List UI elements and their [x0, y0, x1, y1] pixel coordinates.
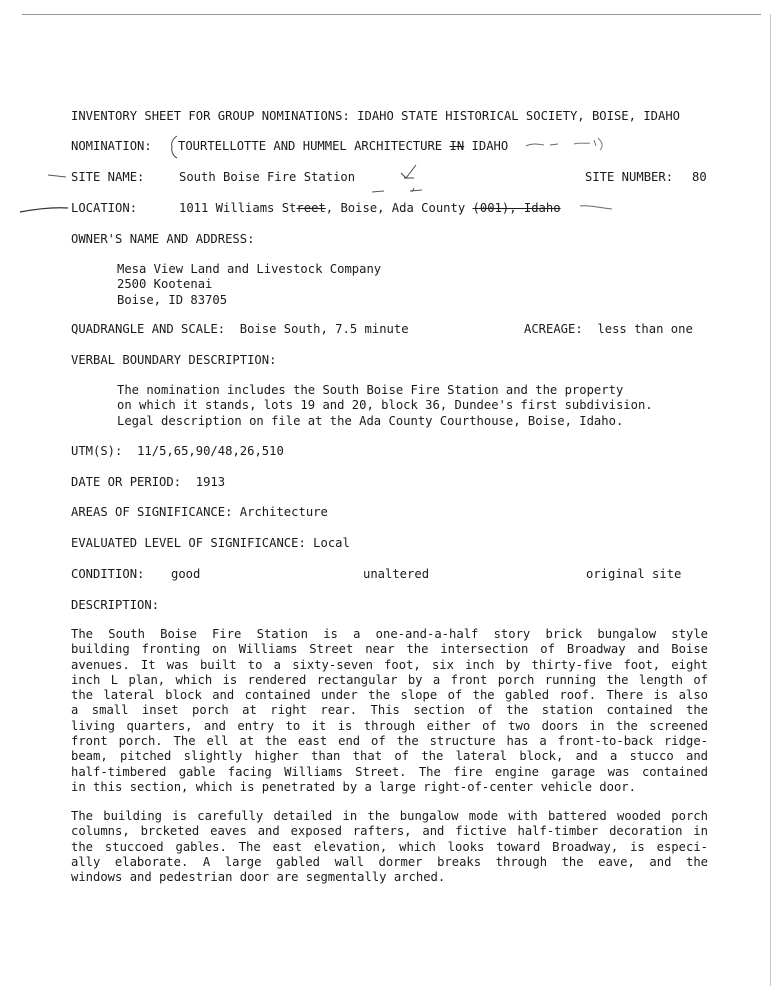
- description-line: beam, pitched slightly higher than that of the lateral block, and a stucco and: [71, 749, 708, 764]
- description-line: a small inset porch at right rear. This section of the station contained the: [71, 703, 708, 718]
- scan-border-top: [22, 14, 761, 15]
- boundary-line: on which it stands, lots 19 and 20, block 36, Dundee's first subdivision.: [117, 398, 653, 413]
- description-paragraph-2: [71, 809, 708, 885]
- owner-address: [117, 262, 381, 308]
- dash-mark-icon: [46, 170, 70, 182]
- condition-value-2: unaltered: [363, 567, 430, 581]
- owner-line: Mesa View Land and Livestock Company: [117, 262, 382, 276]
- nomination-struck-word: IN: [449, 139, 465, 153]
- utm-value: 11/5,65,90/48,26,510: [137, 444, 284, 458]
- date-row: [71, 475, 225, 490]
- site-name-value: South Boise Fire Station: [179, 170, 356, 184]
- nomination-value-row: [178, 139, 508, 154]
- date-label: DATE OR PERIOD:: [71, 475, 182, 489]
- description-line: the stuccoed gables. The east elevation, which looks toward Broadway, is especi-: [71, 839, 708, 854]
- description-line: in this section, which is penetrated by a large right-of-center vehicle door.: [71, 779, 636, 794]
- location-street: 1011 Williams St: [179, 201, 297, 215]
- description-line: windows and pedestrian door are segmentally arched.: [71, 870, 446, 885]
- description-line: The South Boise Fire Station is a one-and-a-half story brick bungalow style: [71, 627, 708, 641]
- level-row: [71, 536, 350, 551]
- owner-label: OWNER'S NAME AND ADDRESS:: [71, 232, 255, 246]
- boundary-line: The nomination includes the South Boise Fire Station and the property: [117, 383, 624, 397]
- owner-line: Boise, ID 83705: [117, 292, 228, 307]
- acreage-row: [524, 322, 693, 337]
- description-line: half-timbered gable facing Williams Street. The fire engine garage was contained: [71, 764, 708, 779]
- site-number-label: SITE NUMBER:: [585, 170, 674, 184]
- condition-label: CONDITION:: [71, 567, 145, 581]
- description-line: The building is carefully detailed in the bungalow mode with battered wooded porch: [71, 809, 708, 823]
- quadrangle-value: Boise South, 7.5 minute: [239, 322, 409, 336]
- description-line: inch L plan, which is rendered rectangular by a front porch running the length of: [71, 672, 708, 687]
- location-label: LOCATION:: [71, 201, 138, 215]
- nomination-value-end: IDAHO: [471, 139, 509, 153]
- utm-label: UTM(S):: [71, 444, 123, 458]
- dash-marks-icon: [370, 186, 440, 196]
- nomination-label: NOMINATION:: [71, 139, 152, 153]
- level-value: Local: [313, 536, 350, 550]
- sheet-header: INVENTORY SHEET FOR GROUP NOMINATIONS: IDAHO STATE HISTORICAL SOCIETY, BOISE, IDAHO: [71, 109, 681, 123]
- quadrangle-row: [71, 322, 409, 337]
- areas-label: AREAS OF SIGNIFICANCE:: [71, 505, 233, 519]
- nomination-row: [71, 139, 152, 154]
- boundary-line: Legal description on file at the Ada County Courthouse, Boise, Idaho.: [117, 413, 624, 428]
- location-struck-b: (001), Idaho: [472, 201, 561, 215]
- description-line: avenues. It was built to a sixty-seven foot, six inch by thirty-five foot, eight: [71, 657, 708, 672]
- description-paragraph-1: [71, 627, 708, 795]
- site-name-label: SITE NAME:: [71, 170, 145, 184]
- boundary-text: [117, 383, 653, 429]
- description-line: building fronting on Williams Street near the intersection of Broadway and Boise: [71, 642, 708, 657]
- description-line: front porch. The ell at the east end of the structure has a front-to-back ridge-: [71, 734, 708, 749]
- quadrangle-label: QUADRANGLE AND SCALE:: [71, 322, 226, 336]
- location-city: , Boise, Ada County: [325, 201, 473, 215]
- description-line: the lateral block and contained under the slope of the gabled roof. There is also: [71, 688, 708, 703]
- description-line: columns, brcketed eaves and exposed rafters, and fictive half-timber decoration in: [71, 824, 708, 839]
- owner-line: 2500 Kootenai: [117, 277, 213, 292]
- utm-row: [71, 444, 284, 459]
- location-value-row: [179, 201, 561, 216]
- arrow-mark-icon: [18, 200, 70, 216]
- location-struck-a: reet: [296, 201, 326, 215]
- boundary-label: VERBAL BOUNDARY DESCRIPTION:: [71, 353, 277, 367]
- description-line: living quarters, and entry to it is through either of two doors in the screened: [71, 718, 708, 733]
- check-mark-icon: [398, 162, 420, 182]
- description-line: ally elaborate. A large gabled wall dormer breaks through the eave, and the: [71, 854, 708, 869]
- handwritten-mark-icon: [524, 134, 614, 154]
- level-label: EVALUATED LEVEL OF SIGNIFICANCE:: [71, 536, 306, 550]
- acreage-value: less than one: [597, 322, 693, 336]
- nomination-value: TOURTELLOTTE AND HUMMEL ARCHITECTURE: [178, 139, 443, 153]
- description-label: DESCRIPTION:: [71, 598, 160, 612]
- date-value: 1913: [195, 475, 226, 489]
- areas-value: Architecture: [239, 505, 328, 519]
- acreage-label: ACREAGE:: [524, 322, 583, 336]
- scribble-mark-icon: [578, 202, 614, 212]
- scan-border-right: [770, 14, 771, 986]
- areas-row: [71, 505, 328, 520]
- site-number-value: 80: [692, 170, 707, 184]
- condition-value-1: good: [171, 567, 201, 581]
- condition-value-3: original site: [586, 567, 682, 581]
